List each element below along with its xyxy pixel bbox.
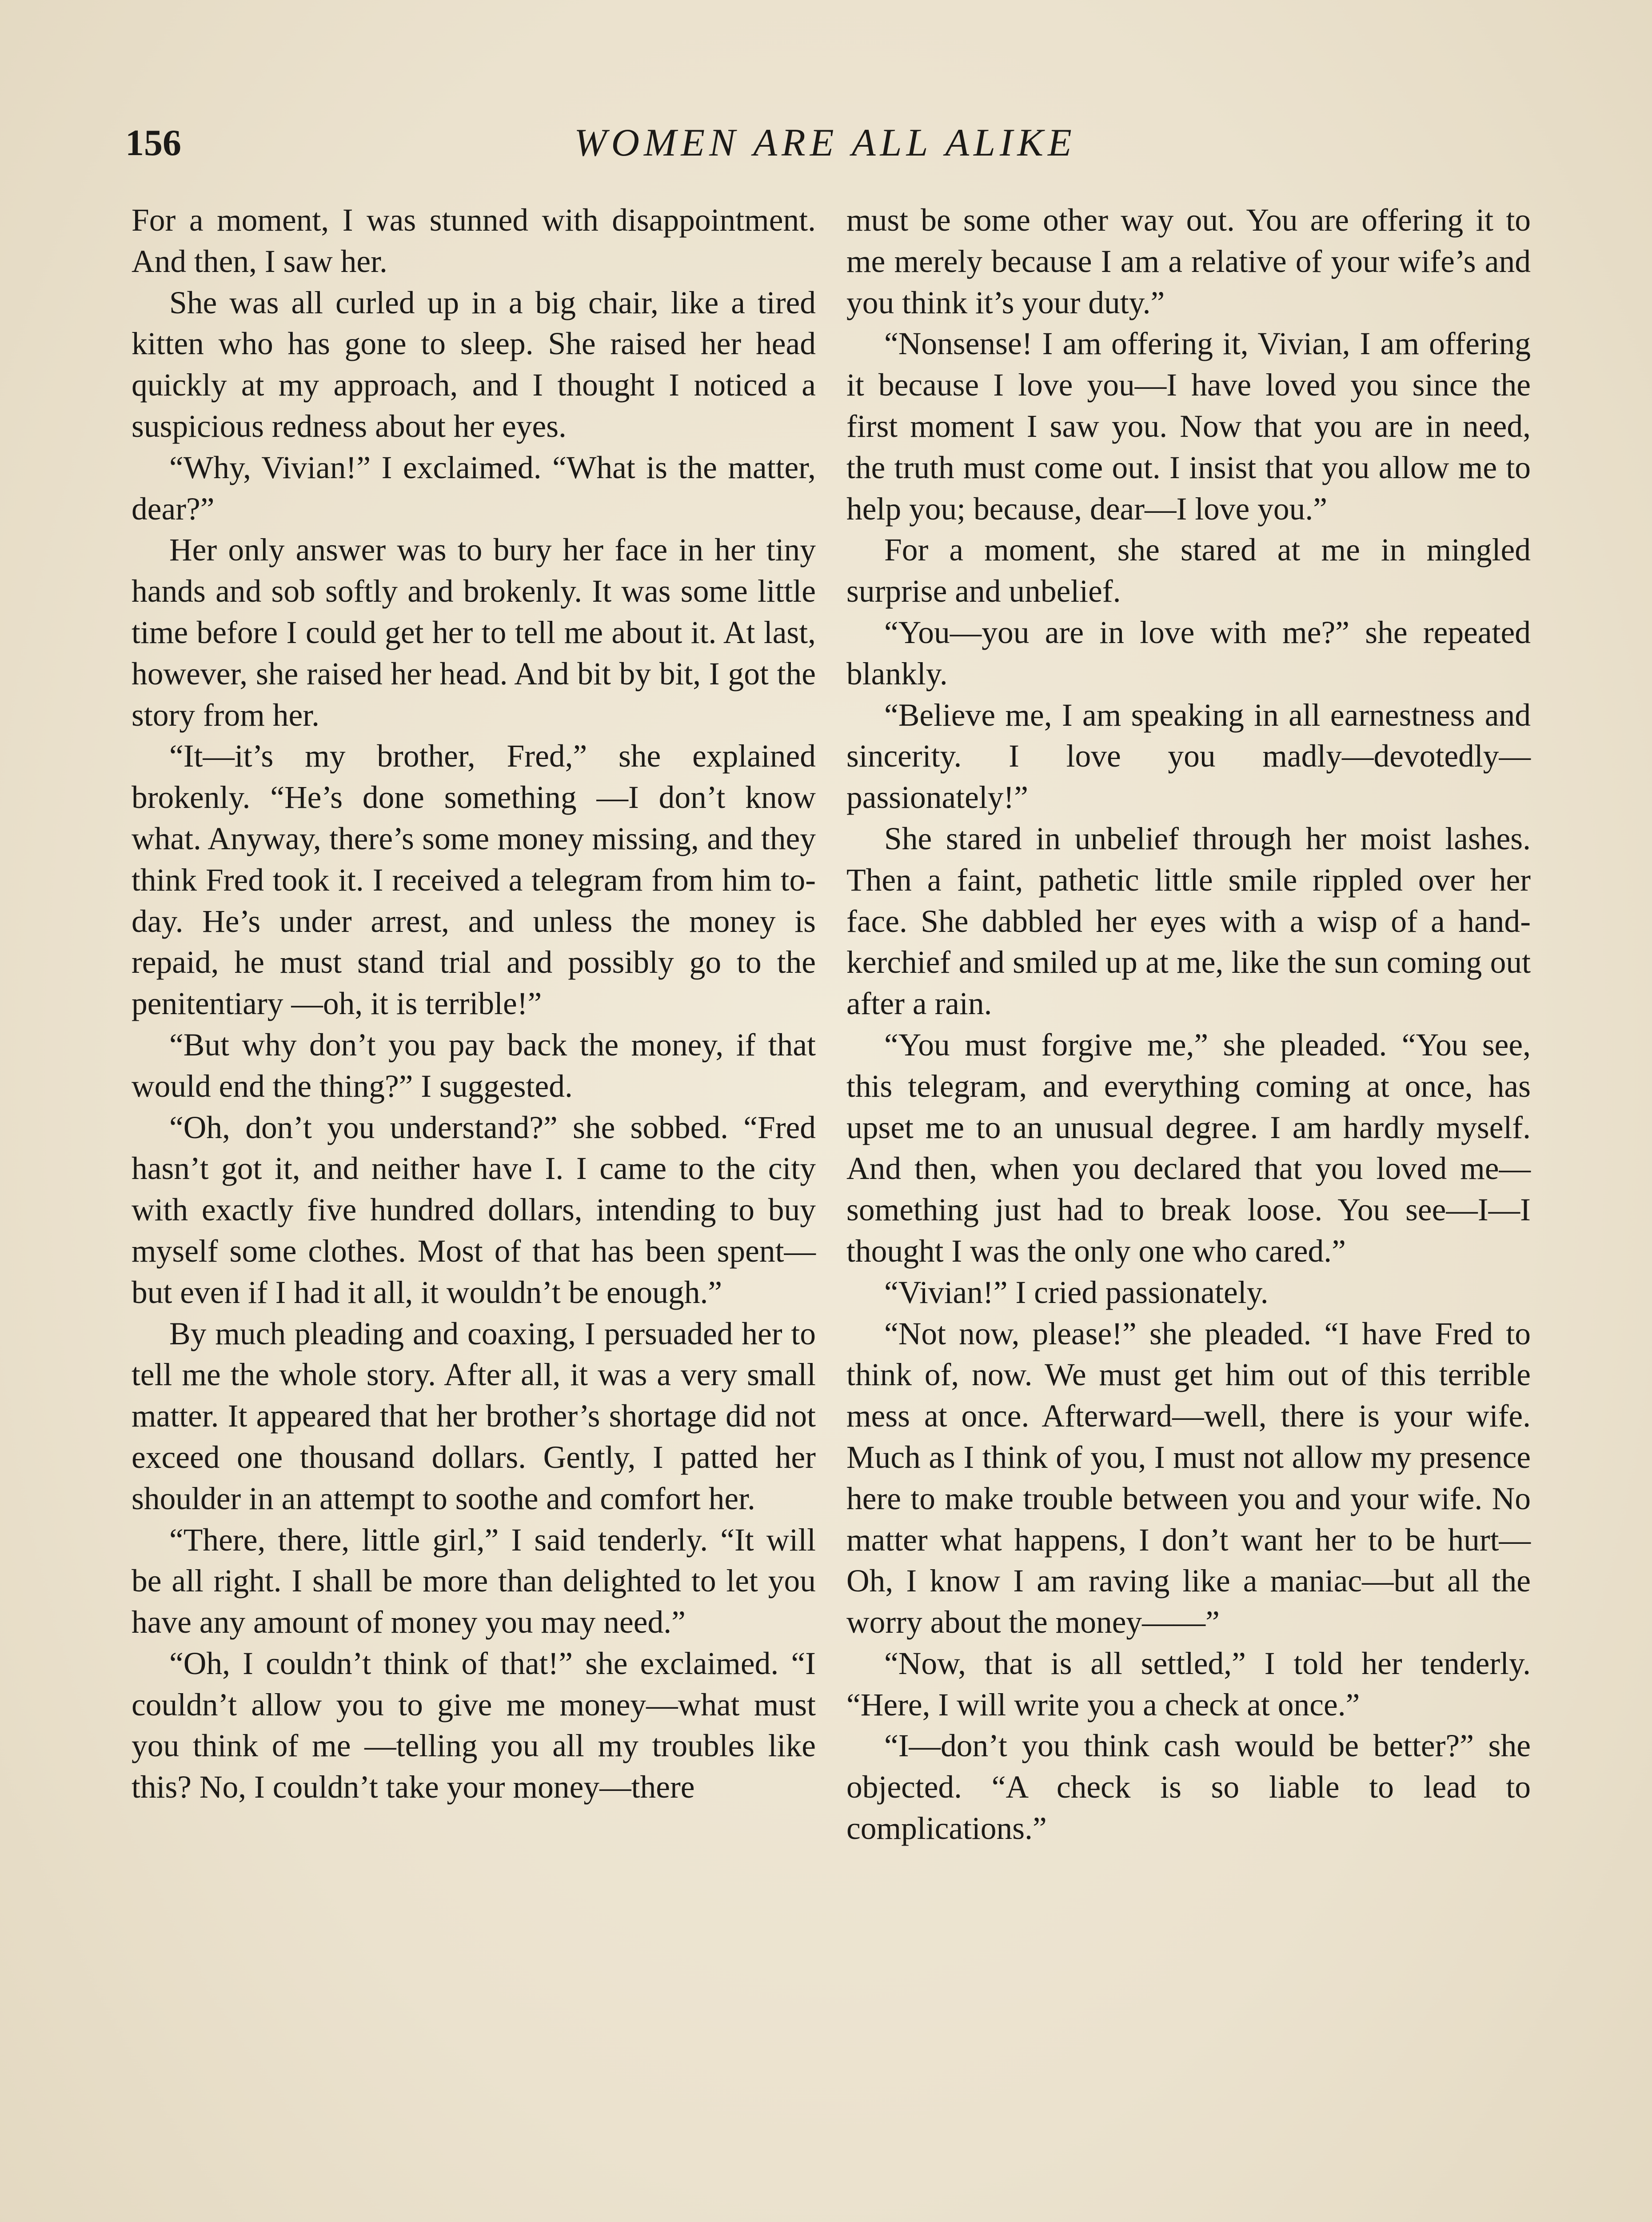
paragraph: She stared in unbelief through her moist lashes. Then a faint, pathetic little smile rippled over her face. She dabbled her eyes with a wisp of a handkerchief and smiled up at me, like the sun coming out after a rain. — [846, 821, 1531, 1022]
paragraph: “Why, Vivian!” I exclaimed. “What is the matter, dear?” — [132, 450, 816, 527]
paragraph: By much pleading and coaxing, I persuaded her to tell me the whole story. After all, it was a very small matter. It appeared that her brother’s shortage did not exceed one thousand dollars. Gently, I patted her shoulder in an attempt to soothe and comfort her. — [132, 1316, 816, 1516]
paragraph: “Oh, I couldn’t think of that!” she exclaimed. “I couldn’t allow you to give me money—what must you think of me —telling you all my troubles like this? No, I couldn’t take your money—there — [132, 1646, 816, 1805]
paragraph: “It—it’s my brother, Fred,” she explained brokenly. “He’s done something —I don’t know what. Anyway, there’s some money missing, and they think Fred took it. I received a telegram from him to-day. He’s under arrest, and unless the money is repaid, he must stand trial and possibly go to the penitentiary —oh, it is terrible!” — [132, 739, 816, 1022]
paragraph: “Oh, don’t you understand?” she sobbed. “Fred hasn’t got it, and neither have I. I came to the city with exactly five hundred dollars, intending to buy myself some clothes. Most of that has been spent—but even if I had it all, it wouldn’t be enough.” — [132, 1110, 816, 1310]
paragraph: “Not now, please!” she pleaded. “I have Fred to think of, now. We must get him out of this terrible mess at once. Afterward—well, there is your wife. Much as I think of you, I must not allow my presence here to make trouble between you and your wife. No matter what happens, I don’t want her to be hurt— Oh, I know I am raving like a maniac—but all the worry about the money——” — [846, 1316, 1531, 1640]
paragraph: “There, there, little girl,” I said tenderly. “It will be all right. I shall be more than delighted to let you have any amount of money you may need.” — [132, 1522, 816, 1640]
paragraph: For a moment, she stared at me in mingled surprise and unbelief. — [846, 532, 1531, 609]
paragraph: “You must forgive me,” she pleaded. “You see, this telegram, and everything coming at once, has upset me to an unusual degree. I am hardly myself. And then, when you declared that you loved me—something just had to break loose. You see—I—I thought I was the only one who cared.” — [846, 1027, 1531, 1269]
paragraph: “I—don’t you think cash would be better?” she objected. “A check is so liable to lead to complications.” — [846, 1728, 1531, 1846]
paragraph: She was all curled up in a big chair, like a tired kitten who has gone to sleep. She raised her head quickly at my approach, and I thought I noticed a suspicious redness about her eyes. — [132, 285, 816, 444]
paragraph: “You—you are in love with me?” she repeated blankly. — [846, 615, 1531, 691]
paragraph-continuation: must be some other way out. You are offering it to me merely because I am a relative of your wife’s and you think it’s your duty.” — [846, 203, 1531, 320]
page-header — [125, 116, 1525, 170]
page-number: 156 — [125, 122, 181, 164]
paragraph: Her only answer was to bury her face in her tiny hands and sob softly and brokenly. It was some little time before I could get her to tell me about it. At last, however, she raised her head. And bit by bit, I got the story from her. — [132, 532, 816, 733]
paragraph: “Now, that is all settled,” I told her tenderly. “Here, I will write you a check at once.” — [846, 1646, 1531, 1722]
running-title: WOMEN ARE ALL ALIKE — [574, 121, 1076, 164]
paragraph: “Believe me, I am speaking in all earnestness and sincerity. I love you madly—devotedly—passionately!” — [846, 697, 1531, 815]
left-column — [132, 200, 816, 1808]
right-column — [846, 200, 1531, 1850]
paragraph: For a moment, I was stunned with disappointment. And then, I saw her. — [132, 203, 816, 279]
paragraph: “Nonsense! I am offering it, Vivian, I am offering it because I love you—I have loved you since the first moment I saw you. Now that you are in need, the truth must come out. I insist that you allow me to help you; because, dear—I love you.” — [846, 326, 1531, 527]
paragraph: “But why don’t you pay back the money, if that would end the thing?” I suggested. — [132, 1027, 816, 1104]
paragraph: “Vivian!” I cried passionately. — [884, 1275, 1269, 1310]
